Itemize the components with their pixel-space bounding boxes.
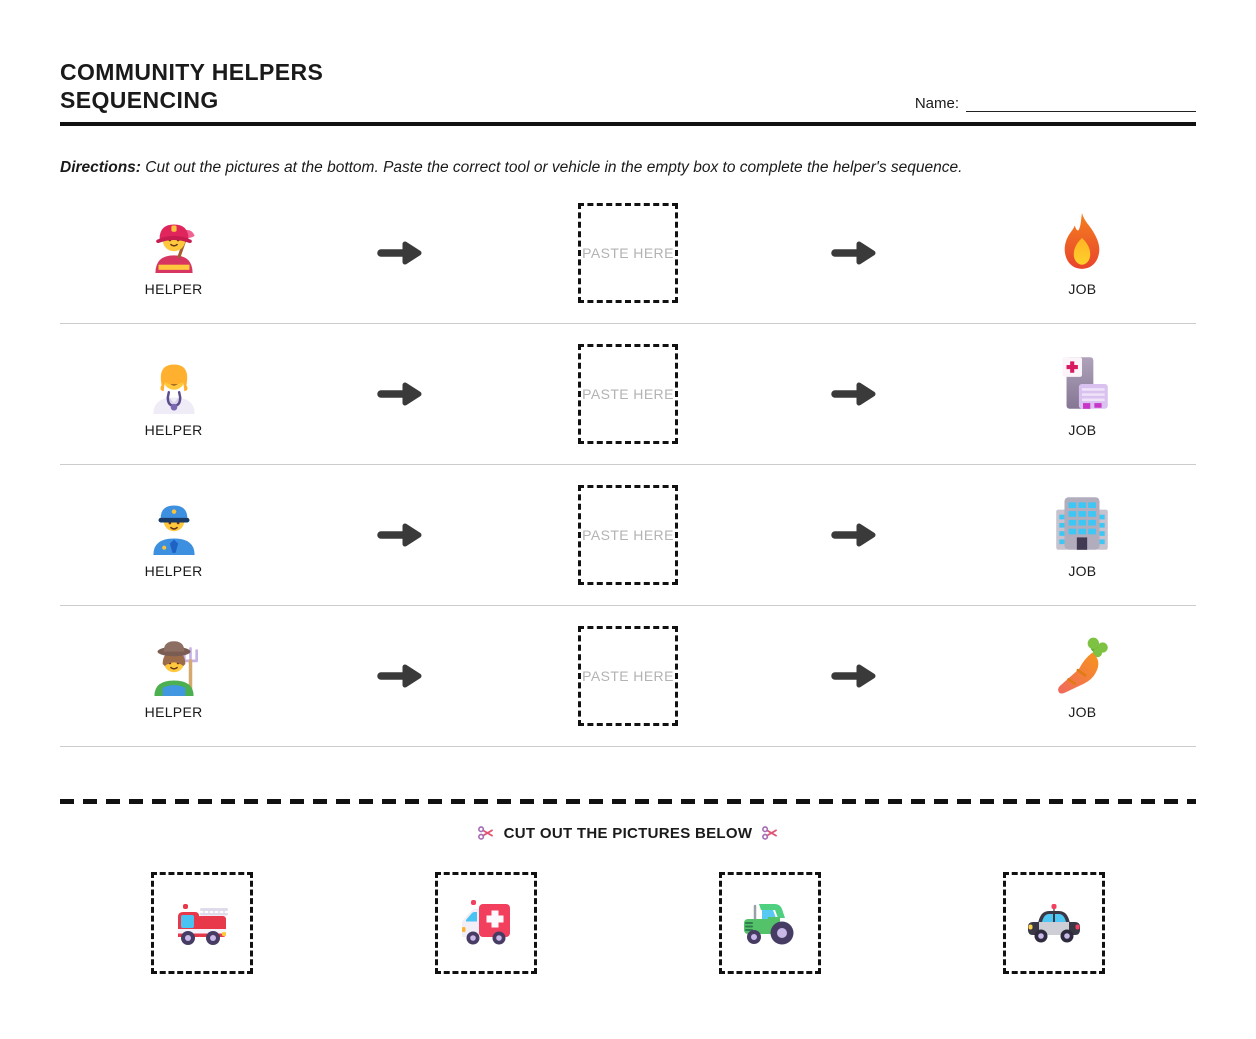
job-cell: [1049, 632, 1115, 720]
sequence-row-firefighter: [60, 183, 1196, 324]
scissors-icon: [761, 824, 779, 842]
job-label: JOB: [1068, 563, 1097, 579]
header-rule: [60, 122, 1196, 126]
paste-target-box[interactable]: [578, 344, 678, 444]
sequence-row-health-worker: [60, 324, 1196, 465]
fire-icon: [1049, 209, 1115, 275]
name-label: Name:: [914, 95, 959, 112]
fire-truck-icon: [170, 891, 234, 955]
job-cell: [1049, 350, 1115, 438]
helper-cell: [141, 209, 207, 297]
arrow-right-icon: [375, 518, 427, 552]
header: [60, 0, 1196, 114]
cutout-box-tractor[interactable]: [719, 872, 821, 974]
paste-target-box[interactable]: [578, 485, 678, 585]
name-input-line[interactable]: [966, 94, 1196, 112]
firefighter-icon: [141, 209, 207, 275]
scissors-icon: [477, 824, 495, 842]
woman-health-worker-icon: [141, 350, 207, 416]
helper-label: HELPER: [144, 281, 203, 297]
cutout-pieces: [60, 872, 1196, 974]
police-officer-icon: [141, 491, 207, 557]
police-car-icon: [1022, 891, 1086, 955]
cut-section-heading: [60, 824, 1196, 842]
job-cell: [1049, 209, 1115, 297]
cutout-box-police-car[interactable]: [1003, 872, 1105, 974]
page-title-line2: SEQUENCING: [60, 87, 219, 113]
arrow-right-icon: [829, 518, 881, 552]
helper-cell: [141, 350, 207, 438]
woman-farmer-icon: [141, 632, 207, 698]
arrow-right-icon: [829, 236, 881, 270]
helper-label: HELPER: [144, 704, 203, 720]
ambulance-icon: [454, 891, 518, 955]
arrow-right-icon: [829, 377, 881, 411]
page-title: [60, 58, 323, 114]
paste-here-text: PASTE HERE: [582, 245, 674, 261]
arrow-right-icon: [375, 377, 427, 411]
helper-cell: [141, 491, 207, 579]
arrow-right-icon: [375, 659, 427, 693]
paste-here-text: PASTE HERE: [582, 527, 674, 543]
arrow-right-icon: [829, 659, 881, 693]
job-cell: [1049, 491, 1115, 579]
cutout-box-fire-truck[interactable]: [151, 872, 253, 974]
paste-target-box[interactable]: [578, 626, 678, 726]
helper-label: HELPER: [144, 563, 203, 579]
directions: [60, 158, 1196, 177]
office-building-icon: [1049, 491, 1115, 557]
job-label: JOB: [1068, 704, 1097, 720]
name-field-block: [915, 94, 1196, 114]
directions-text: Cut out the pictures at the bottom. Paste the correct tool or vehicle in the empty box to complete the helper's sequence.: [145, 159, 963, 176]
paste-target-box[interactable]: [578, 203, 678, 303]
paste-here-text: PASTE HERE: [582, 386, 674, 402]
helper-cell: [141, 632, 207, 720]
page-title-line1: COMMUNITY HELPERS: [60, 59, 324, 85]
directions-label: Directions:: [60, 159, 141, 176]
helper-label: HELPER: [144, 422, 203, 438]
sequence-row-farmer: [60, 606, 1196, 747]
tractor-icon: [738, 891, 802, 955]
hospital-icon: [1049, 350, 1115, 416]
sequence-row-police-officer: [60, 465, 1196, 606]
job-label: JOB: [1068, 281, 1097, 297]
job-label: JOB: [1068, 422, 1097, 438]
cut-heading-text: CUT OUT THE PICTURES BELOW: [503, 824, 753, 842]
sequence-rows: [60, 183, 1196, 747]
cut-dashed-line: [60, 799, 1196, 804]
cutout-box-ambulance[interactable]: [435, 872, 537, 974]
carrot-icon: [1049, 632, 1115, 698]
paste-here-text: PASTE HERE: [582, 668, 674, 684]
arrow-right-icon: [375, 236, 427, 270]
